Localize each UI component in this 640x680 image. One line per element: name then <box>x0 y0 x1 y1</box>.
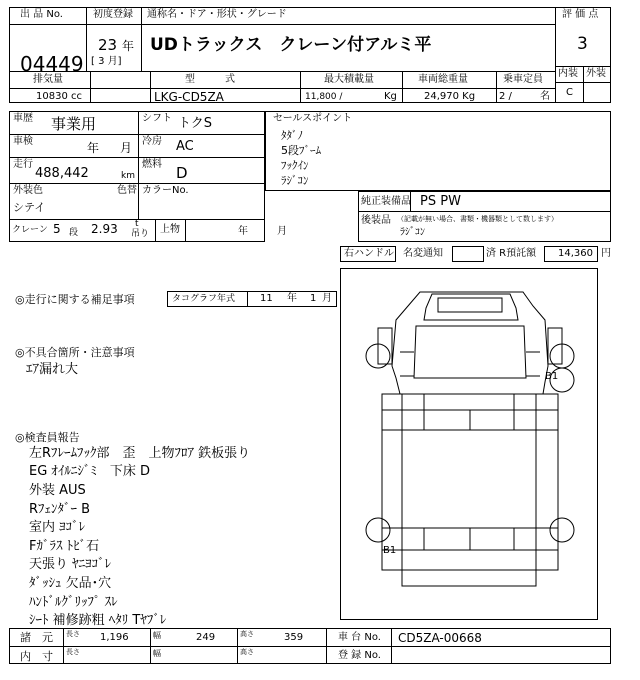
name-change-label: 名変通知 <box>403 248 443 259</box>
inspector-line: ﾀﾞｯｼｭ 欠品･穴 <box>29 576 112 591</box>
mileage: 488,442 <box>35 166 89 181</box>
width-label: 幅 <box>153 631 161 640</box>
reg-month: [ 3 月] <box>91 56 122 67</box>
inspector-line: ｼｰﾄ 補修跡粗 ﾍﾀﾘ Tﾔﾌﾞﾚ <box>29 613 167 628</box>
recycle-amount: 14,360 <box>558 248 593 259</box>
max-load-unit: Kg <box>384 91 397 102</box>
max-load-label: 最大積載量 <box>324 74 374 85</box>
width-value: 249 <box>196 632 216 643</box>
recycle-unit: 円 <box>601 248 611 259</box>
aftermarket-note: （記載が無い場合、書類・機器類として数します） <box>397 215 558 223</box>
crane-ton-unit-lift: 吊り <box>131 229 150 239</box>
truck-diagram <box>340 268 598 620</box>
lot-no-label: 出 品 No. <box>20 9 63 20</box>
crane-ton: 2.93 <box>91 222 118 236</box>
fuel-label: 燃料 <box>142 159 162 170</box>
inspector-line: 外装 AUS <box>29 483 86 498</box>
crane-stage: 5 <box>53 222 61 236</box>
length-value: 1,196 <box>100 632 129 643</box>
color: シテイ <box>13 201 46 214</box>
height-label: 高さ <box>240 630 254 638</box>
interior-width-label: 幅 <box>153 649 161 658</box>
length-label: 長さ <box>66 630 80 638</box>
inspection-year: 年 <box>87 141 100 155</box>
inspector-line: EG ｵｲﾙﾆｼﾞﾐ 下床 D <box>29 464 151 479</box>
ac-label: 冷房 <box>142 136 162 147</box>
dims-label: 諸 元 <box>20 631 53 644</box>
wheel-rear-right <box>550 518 574 542</box>
chassis-label: 車 台 No. <box>338 632 381 643</box>
upper-year: 年 <box>238 226 248 237</box>
tacho-label: タコグラフ年式 <box>172 294 236 304</box>
crane-ton-unit: t <box>135 219 139 229</box>
interior-height-label: 高さ <box>240 648 254 656</box>
crane-stage-unit: 段 <box>69 228 79 238</box>
inspector-line: 天張り ﾔﾆﾖｺﾞﾚ <box>29 557 112 572</box>
interior-label: 内装 <box>558 68 578 79</box>
equipment-label: 純正装備品 <box>361 196 411 207</box>
driving-remarks-title: ◎走行に関する補足事項 <box>15 293 135 306</box>
name-change-box <box>452 246 484 262</box>
exterior-label: 外装 <box>586 68 606 79</box>
inspector-title: ◎検査員報告 <box>15 431 80 444</box>
shift-label: シフト <box>142 113 172 124</box>
sales-point-item: ﾌｯｸｲﾝ <box>281 159 309 172</box>
vehicle-name: UDトラックス クレーン付アルミ平 <box>150 35 432 55</box>
mileage-unit: km <box>121 171 135 181</box>
aftermarket-label: 後装品 <box>361 215 391 226</box>
equipment-value: PS PW <box>420 194 461 209</box>
lot-no: 04449 <box>20 52 84 76</box>
shift: トクS <box>178 116 212 131</box>
upper-month: 月 <box>277 226 287 237</box>
overall-grade: 3 <box>577 34 588 54</box>
grade-label: 評 価 点 <box>562 9 599 20</box>
color-no-label: カラーNo. <box>142 185 189 196</box>
capacity: 2 / <box>499 91 512 102</box>
gross-weight: 24,970 Kg <box>424 91 476 102</box>
defects-title: ◎不具合箇所・注意事項 <box>15 346 135 359</box>
registration-label: 登 録 No. <box>338 650 381 661</box>
tacho-month-unit: 月 <box>322 293 332 304</box>
reg-year: 23 <box>98 36 118 54</box>
inspector-line: Rﾌｪﾝﾀﾞｰ B <box>29 502 91 517</box>
inspection-label: 車検 <box>13 136 33 147</box>
fuel: D <box>176 164 188 182</box>
tailgate <box>402 570 536 586</box>
ac: AC <box>176 139 194 154</box>
rhd-label: 右ハンドル <box>344 248 394 259</box>
mileage-label: 走行 <box>13 159 33 170</box>
sales-point-item: ﾀﾀﾞﾉ <box>281 129 303 142</box>
color-change-label: 色替 <box>117 185 137 196</box>
upper-label: 上物 <box>160 224 180 235</box>
height-value: 359 <box>284 632 304 643</box>
first-reg-label: 初度登録 <box>93 9 133 20</box>
model-label: 型 式 <box>185 74 235 85</box>
interior-length-label: 長さ <box>66 648 80 656</box>
recycle-label: 済 R預託額 <box>486 248 537 259</box>
inspector-line: Fｶﾞﾗｽ ﾄﾋﾞ石 <box>29 539 100 554</box>
inspector-line: 左Rﾌﾚｰﾑﾌｯｸ部 歪 上物ﾌﾛｱ 鉄板張り <box>29 446 251 461</box>
tacho-month: 1 <box>310 293 317 304</box>
roof-hatch <box>438 298 502 312</box>
model-code: LKG-CD5ZA <box>154 90 224 104</box>
inspector-line: ﾊﾝﾄﾞﾙｸﾞﾘｯﾌﾟ ｽﾚ <box>29 595 118 610</box>
damage-mark-left: B1 <box>383 545 397 556</box>
inspector-line: 室内 ﾖｺﾞﾚ <box>29 520 86 535</box>
sales-points-label: セールスポイント <box>273 113 353 124</box>
tacho-year-unit: 年 <box>287 293 297 304</box>
gross-weight-label: 車両総重量 <box>418 74 468 85</box>
sales-point-item: 5段ﾌﾞｰﾑ <box>281 144 321 157</box>
sales-point-item: ﾗｼﾞｺﾝ <box>281 174 309 187</box>
wheel-rear-left <box>366 518 390 542</box>
model-header: 通称名・ドア・形状・グレード <box>147 9 287 20</box>
exterior-grade: C <box>566 87 573 98</box>
defect-line: ｴｱ漏れ大 <box>26 362 79 377</box>
displacement-label: 排気量 <box>33 74 63 85</box>
damage-mark-right: B1 <box>545 371 559 382</box>
capacity-unit: 名 <box>540 91 550 102</box>
inspection-month: 月 <box>120 141 133 155</box>
reg-year-unit: 年 <box>122 39 135 53</box>
crane-label: クレーン <box>12 225 48 235</box>
tacho-year: 11 <box>260 293 273 304</box>
max-load: 11,800 / <box>305 92 343 102</box>
history: 事業用 <box>51 115 97 133</box>
interior-dims-label: 内 寸 <box>20 650 53 663</box>
history-label: 車歴 <box>13 113 33 124</box>
aftermarket-value: ﾗｼﾞｺﾝ <box>400 227 425 238</box>
displacement: 10830 cc <box>36 91 82 102</box>
capacity-label: 乗車定員 <box>503 74 543 85</box>
color-label: 外装色 <box>13 185 43 196</box>
windshield <box>414 326 526 378</box>
chassis-no: CD5ZA-00668 <box>398 631 482 645</box>
